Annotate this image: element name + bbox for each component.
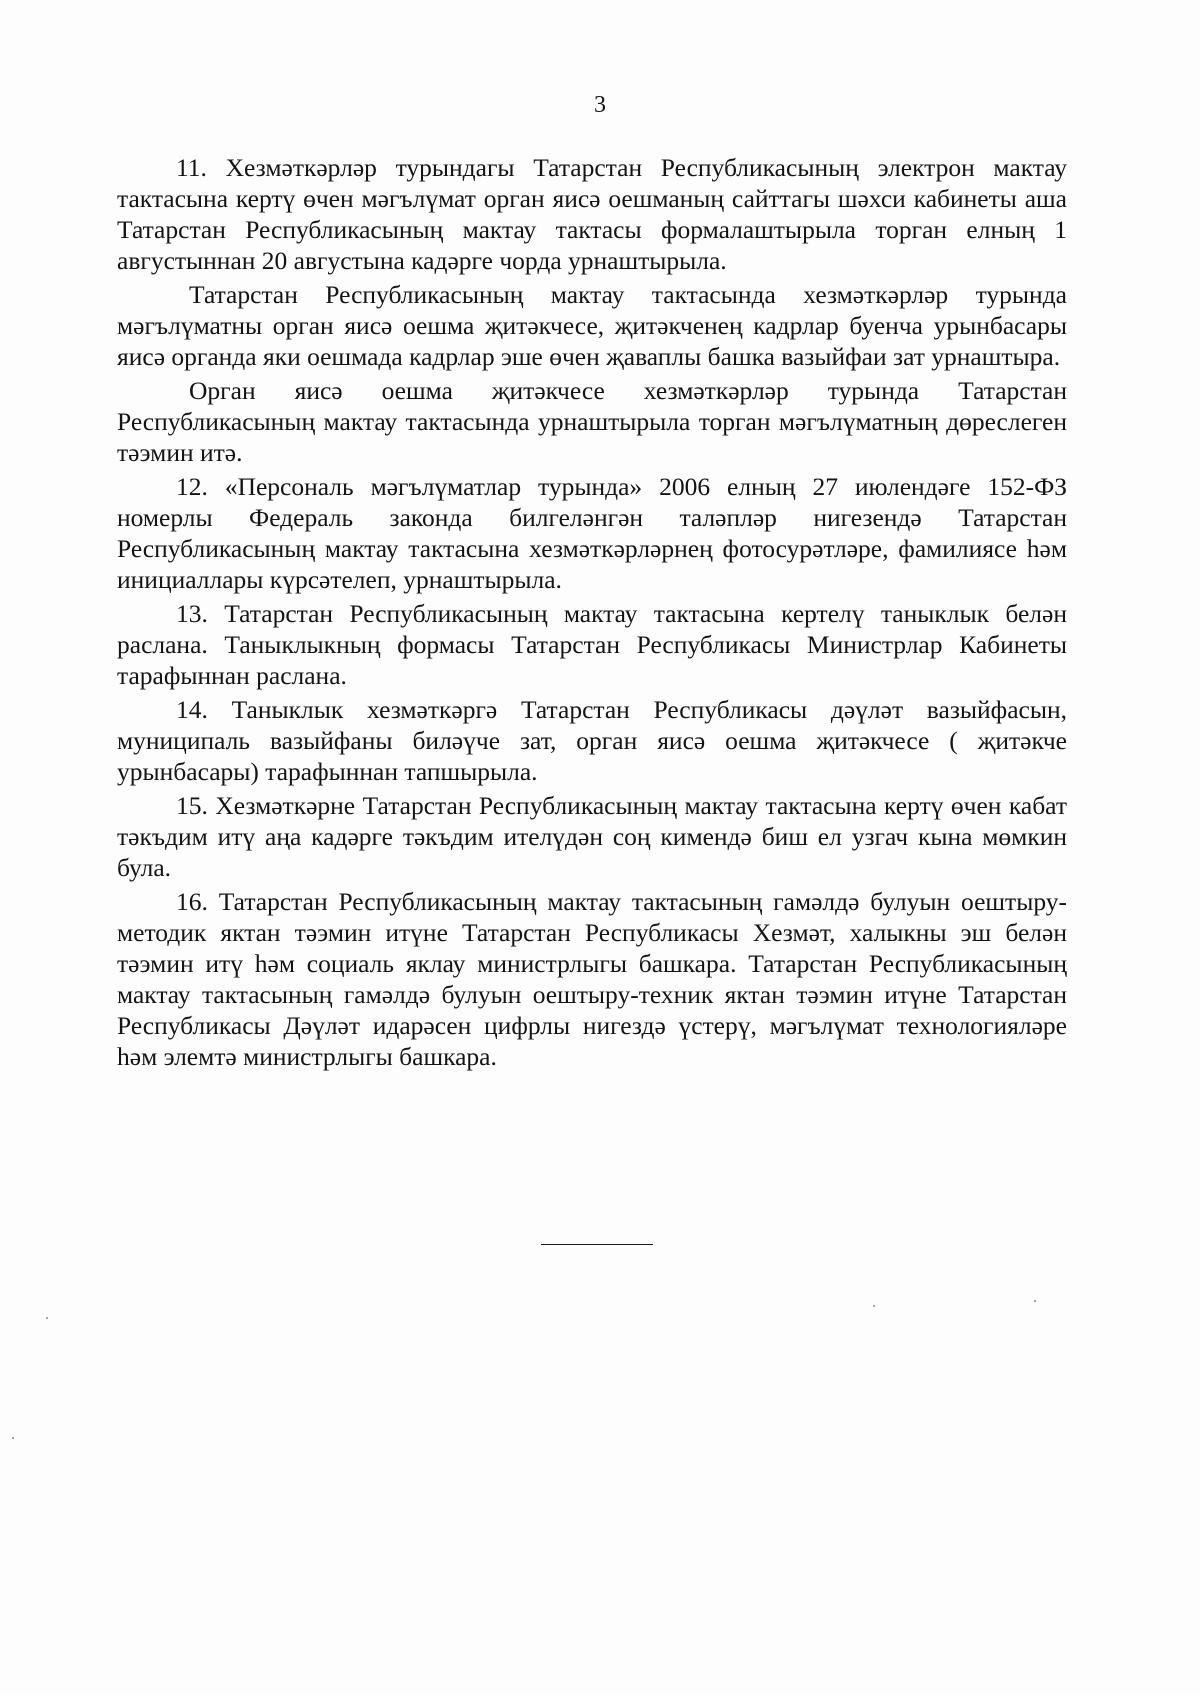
paragraph-item-15: 15. Хезмәткәрне Татарстан Республикасының мактау тактасына кертү өчен кабат тәкъдим итү аңа кадәрге тәкъдим ителүдән соң кимендә биш ел узгач кына мөмкин була. <box>117 791 1067 882</box>
document-body <box>117 152 1067 1075</box>
paragraph-item-11: 11. Хезмәткәрләр турындагы Татарстан Республикасының электрон мактау тактасына кертү өчен мәгълүмат орган яисә оешманың сайттагы шәхси кабинеты аша Татарстан Республикасының мактау тактасы формалаштырыла торган елның 1 августыннан 20 августына кадәрге чорда урнаштырыла. <box>117 153 1067 275</box>
scan-speck <box>1034 1300 1036 1302</box>
end-of-text-rule <box>541 1244 653 1245</box>
paragraph-item-14: 14. Таныклык хезмәткәргә Татарстан Республикасы дәүләт вазыйфасын, муниципаль вазыйфаны биләүче зат, орган яисә оешма җитәкчесе ( җитәкче урынбасары) тарафыннан тапшырыла. <box>117 695 1067 786</box>
paragraph-accuracy-responsibility: Орган яисә оешма җитәкчесе хезмәткәрләр турында Татарстан Республикасының мактау тактасында урнаштырыла торган мәгълүматның дөреслеген тәэмин итә. <box>117 376 1067 467</box>
paragraph-placement-responsibility: Татарстан Республикасының мактау тактасында хезмәткәрләр турында мәгълүматны орган яисә оешма җитәкчесе, җитәкченең кадрлар буенча урынбасары яисә органда яки оешмада кадрлар эше өчен җаваплы башка вазыйфаи зат урнаштыра. <box>117 280 1067 371</box>
scan-speck <box>12 1437 14 1439</box>
paragraph-item-16: 16. Татарстан Республикасының мактау тактасының гамәлдә булуын оештыру-методик яктан тәэмин итүне Татарстан Республикасы Хезмәт, халыкны эш белән тәэмин итү һәм социаль яклау министрлыгы башкара. Татарстан Республикасының мактау тактасының гамәлдә булуын оештыру-техник яктан тәэмин итүне Татарстан Республикасы Дәүләт идарәсен цифрлы нигездә үстерү, мәгълүмат технологияләре һәм элемтә министрлыгы башкара. <box>117 887 1067 1071</box>
scan-speck <box>873 1305 875 1307</box>
paragraph-item-12: 12. «Персональ мәгълүматлар турында» 2006 елның 27 июлендәге 152-ФЗ номерлы Федераль законда билгеләнгән таләпләр нигезендә Татарстан Республикасының мактау тактасына хезмәткәрләрнең фотосурәтләре, фамилиясе һәм инициаллары күрсәтелеп, урнаштырыла. <box>117 472 1067 594</box>
paragraph-item-13: 13. Татарстан Республикасының мактау тактасына кертелү таныклык белән раслана. Таныклыкның формасы Татарстан Республикасы Министрлар Кабинеты тарафыннан раслана. <box>117 599 1067 690</box>
page-number: 3 <box>594 92 606 118</box>
scan-speck <box>46 1317 48 1319</box>
